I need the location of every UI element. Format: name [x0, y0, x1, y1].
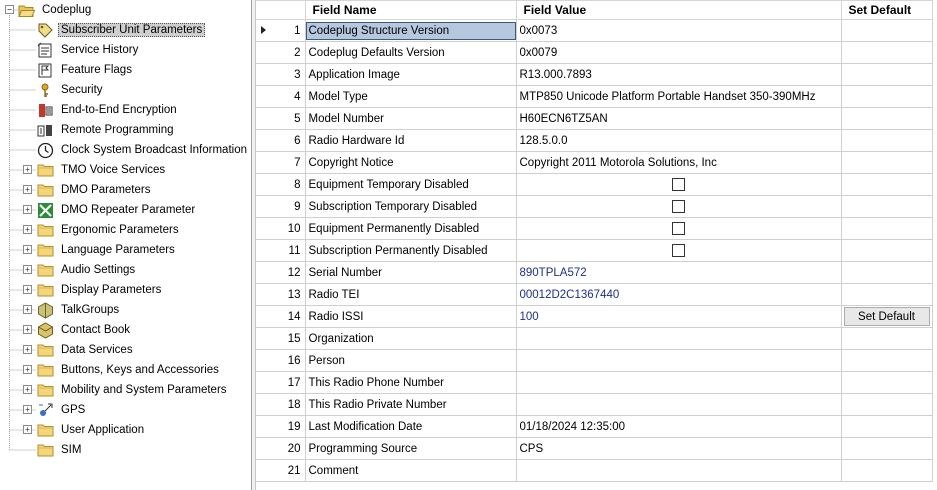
grid-row[interactable]: [256, 438, 932, 460]
set-default-cell: [841, 350, 932, 372]
row-number: 18: [287, 398, 301, 411]
field-value-cell[interactable]: [516, 64, 841, 86]
field-value-cell[interactable]: [516, 284, 841, 306]
grid-header-row: [256, 1, 932, 20]
contact-book-icon: [37, 322, 54, 339]
history-icon: [37, 42, 54, 59]
tree-item-label: Security: [61, 84, 103, 96]
grid-row[interactable]: [256, 196, 932, 218]
set-default-cell: [841, 20, 932, 42]
tree-item-label: Display Parameters: [61, 284, 162, 296]
tree-expand-toggle[interactable]: +: [23, 305, 32, 314]
set-default-cell: [841, 262, 932, 284]
set-default-cell: [841, 306, 932, 328]
row-header[interactable]: [256, 394, 305, 416]
set-default-cell: [841, 416, 932, 438]
tree-item-label: SIM: [61, 444, 82, 456]
current-row-marker-icon: [261, 26, 266, 34]
field-name-cell[interactable]: [305, 64, 516, 86]
tree-expand-toggle[interactable]: +: [23, 265, 32, 274]
row-header[interactable]: [256, 196, 305, 218]
tree-root-collapse-toggle[interactable]: −: [5, 5, 14, 14]
row-number: 1: [294, 24, 301, 37]
tree-item-mobility-and-system-parameters[interactable]: [37, 380, 230, 400]
tree-item-data-services[interactable]: [37, 340, 136, 360]
row-number: 15: [287, 332, 301, 345]
row-number: 7: [294, 156, 301, 169]
row-header[interactable]: [256, 86, 305, 108]
row-number: 3: [294, 68, 301, 81]
field-name: Radio TEI: [308, 288, 360, 301]
field-name-cell[interactable]: [305, 438, 516, 460]
field-name: Comment: [308, 464, 359, 477]
row-header[interactable]: [256, 130, 305, 152]
field-value-cell[interactable]: [516, 350, 841, 372]
row-header[interactable]: [256, 372, 305, 394]
tag-icon: [37, 22, 54, 39]
field-value-cell[interactable]: [516, 20, 841, 42]
repeater-icon: [37, 202, 54, 219]
tree-expand-toggle[interactable]: +: [23, 325, 32, 334]
column-header-field-value[interactable]: Field Value: [516, 1, 841, 20]
row-number: 10: [287, 222, 301, 235]
tree-item-label: Buttons, Keys and Accessories: [61, 364, 219, 376]
field-value-cell[interactable]: [516, 262, 841, 284]
flag-icon: [37, 62, 54, 79]
field-name: Codeplug Structure Version: [306, 22, 516, 40]
folder-icon: [37, 362, 54, 379]
set-default-cell: [841, 86, 932, 108]
field-name: Codeplug Defaults Version: [308, 46, 445, 59]
folder-icon: [37, 242, 54, 259]
field-value-cell[interactable]: [516, 306, 841, 328]
field-name: Last Modification Date: [308, 420, 423, 433]
grid-row[interactable]: [256, 284, 932, 306]
grid-row[interactable]: [256, 86, 932, 108]
set-default-cell: [841, 240, 932, 262]
tree-item-dmo-repeater-parameter[interactable]: [37, 200, 198, 220]
field-name-cell[interactable]: [305, 152, 516, 174]
grid-row[interactable]: [256, 42, 932, 64]
field-value: 01/18/2024 12:35:00: [519, 420, 626, 433]
row-header[interactable]: [256, 416, 305, 438]
grid-row[interactable]: [256, 174, 932, 196]
field-name: Radio ISSI: [308, 310, 364, 323]
row-header[interactable]: [256, 152, 305, 174]
field-name: Person: [308, 354, 345, 367]
row-header[interactable]: [256, 438, 305, 460]
tree-item-label: TMO Voice Services: [61, 164, 166, 176]
tree-root-label: Codeplug: [42, 4, 92, 16]
clock-icon: [37, 142, 54, 159]
tree-root-codeplug[interactable]: [18, 0, 94, 20]
field-value-cell[interactable]: [516, 130, 841, 152]
field-name: Equipment Permanently Disabled: [308, 222, 480, 235]
tree-item-label: End-to-End Encryption: [61, 104, 177, 116]
field-value-cell[interactable]: [516, 438, 841, 460]
tree-expand-toggle[interactable]: +: [23, 385, 32, 394]
tree-item-label: Audio Settings: [61, 264, 136, 276]
row-number: 20: [287, 442, 301, 455]
column-header-set-default[interactable]: Set Default: [841, 1, 932, 20]
tree-item-service-history[interactable]: [37, 40, 141, 60]
tree-item-label: Remote Programming: [61, 124, 174, 136]
row-header[interactable]: [256, 108, 305, 130]
grid-row[interactable]: [256, 394, 932, 416]
tree-expand-toggle[interactable]: +: [23, 285, 32, 294]
field-name: Subscription Temporary Disabled: [308, 200, 478, 213]
tree-expand-toggle[interactable]: +: [23, 345, 32, 354]
tree-item-label: Service History: [61, 44, 139, 56]
row-number: 4: [294, 90, 301, 103]
set-default-cell: [841, 218, 932, 240]
folder-icon: [37, 262, 54, 279]
grid-row[interactable]: [256, 350, 932, 372]
field-value-checkbox[interactable]: [672, 200, 685, 213]
field-name: Subscription Permanently Disabled: [308, 244, 488, 257]
tree-item-audio-settings[interactable]: [37, 260, 138, 280]
tree-expand-toggle[interactable]: +: [23, 405, 32, 414]
tree-expand-toggle[interactable]: +: [23, 245, 32, 254]
row-number: 17: [287, 376, 301, 389]
field-name-cell[interactable]: [305, 306, 516, 328]
row-header[interactable]: [256, 306, 305, 328]
tree-item-feature-flags[interactable]: [37, 60, 135, 80]
folder-icon: [37, 342, 54, 359]
codeplug-tree: [0, 0, 251, 490]
row-number: 6: [294, 134, 301, 147]
field-name-cell[interactable]: [305, 130, 516, 152]
set-default-button[interactable]: Set Default: [844, 307, 930, 326]
row-number: 5: [294, 112, 301, 125]
field-value: 0x0079: [519, 46, 558, 59]
field-name: Model Number: [308, 112, 384, 125]
grid-row[interactable]: [256, 416, 932, 438]
set-default-cell: [841, 284, 932, 306]
tree-item-label: Ergonomic Parameters: [61, 224, 179, 236]
field-name-cell[interactable]: [305, 240, 516, 262]
tree-expand-toggle[interactable]: +: [23, 185, 32, 194]
grid-row[interactable]: [256, 328, 932, 350]
tree-item-remote-programming[interactable]: [37, 120, 176, 140]
field-name-cell[interactable]: [305, 328, 516, 350]
tree-item-sim[interactable]: [37, 440, 84, 460]
row-number: 21: [287, 464, 301, 477]
row-header[interactable]: [256, 284, 305, 306]
field-name-cell[interactable]: [305, 196, 516, 218]
grid-row[interactable]: [256, 152, 932, 174]
field-value-cell[interactable]: [516, 86, 841, 108]
grid-row[interactable]: [256, 372, 932, 394]
row-header[interactable]: [256, 218, 305, 240]
row-number: 8: [294, 178, 301, 191]
field-value: 0x0073: [519, 24, 558, 37]
field-name-cell[interactable]: [305, 42, 516, 64]
field-name-cell[interactable]: [305, 174, 516, 196]
folder-icon: [37, 182, 54, 199]
tree-expand-toggle[interactable]: +: [23, 425, 32, 434]
field-name-cell[interactable]: [305, 416, 516, 438]
field-name: This Radio Phone Number: [308, 376, 445, 389]
set-default-cell: [841, 460, 932, 482]
field-value-cell[interactable]: [516, 108, 841, 130]
tree-item-label: Feature Flags: [61, 64, 132, 76]
tree-item-talkgroups[interactable]: [37, 300, 122, 320]
field-value: MTP850 Unicode Platform Portable Handset 350-390MHz: [519, 90, 816, 103]
grid-corner-cell: [256, 1, 305, 20]
row-number: 13: [287, 288, 301, 301]
tree-item-security[interactable]: [37, 80, 106, 100]
field-value-cell[interactable]: [516, 196, 841, 218]
field-name: Radio Hardware Id: [308, 134, 405, 147]
tree-item-dmo-parameters[interactable]: [37, 180, 153, 200]
field-value-checkbox[interactable]: [672, 244, 685, 257]
tree-expand-toggle[interactable]: +: [23, 225, 32, 234]
folder-icon: [37, 422, 54, 439]
field-name: Equipment Temporary Disabled: [308, 178, 469, 191]
set-default-cell: [841, 394, 932, 416]
parameters-grid: [256, 0, 937, 490]
folder-open-icon: [18, 2, 35, 19]
tree-item-clock-system-broadcast-information[interactable]: [37, 140, 250, 160]
tree-item-label: TalkGroups: [61, 304, 120, 316]
field-value-cell[interactable]: [516, 460, 841, 482]
field-value: Copyright 2011 Motorola Solutions, Inc: [519, 156, 717, 169]
field-name: This Radio Private Number: [308, 398, 447, 411]
grid-row[interactable]: [256, 460, 932, 482]
tree-item-tmo-voice-services[interactable]: [37, 160, 168, 180]
tree-item-buttons-keys-and-accessories[interactable]: [37, 360, 222, 380]
row-number: 9: [294, 200, 301, 213]
row-header[interactable]: [256, 460, 305, 482]
field-value-cell[interactable]: [516, 328, 841, 350]
tree-item-label: Language Parameters: [61, 244, 175, 256]
field-name: Copyright Notice: [308, 156, 394, 169]
field-name: Application Image: [308, 68, 400, 81]
field-value: 100: [519, 310, 539, 323]
row-header[interactable]: [256, 174, 305, 196]
tree-item-user-application[interactable]: [37, 420, 147, 440]
grid-row[interactable]: [256, 64, 932, 86]
tree-item-display-parameters[interactable]: [37, 280, 164, 300]
field-value-cell[interactable]: [516, 416, 841, 438]
set-default-cell: [841, 42, 932, 64]
set-default-cell: [841, 438, 932, 460]
set-default-cell: [841, 174, 932, 196]
folder-icon: [37, 382, 54, 399]
tree-item-label: Subscriber Unit Parameters: [58, 23, 205, 37]
gps-icon: [37, 402, 54, 419]
field-value-cell[interactable]: [516, 372, 841, 394]
remote-programming-icon: [37, 122, 54, 139]
field-value-cell[interactable]: [516, 394, 841, 416]
row-number: 2: [294, 46, 301, 59]
field-name-cell[interactable]: [305, 460, 516, 482]
grid-row[interactable]: [256, 20, 932, 42]
folder-icon: [37, 222, 54, 239]
row-header[interactable]: [256, 20, 305, 42]
tree-item-label: Clock System Broadcast Information: [61, 144, 247, 156]
tree-expand-toggle[interactable]: +: [23, 365, 32, 374]
set-default-cell: [841, 152, 932, 174]
tree-item-subscriber-unit-parameters[interactable]: [37, 20, 205, 40]
field-value: 00012D2C1367440: [519, 288, 620, 301]
tree-item-end-to-end-encryption[interactable]: [37, 100, 180, 120]
set-default-cell: [841, 130, 932, 152]
tree-item-label: DMO Parameters: [61, 184, 151, 196]
key-icon: [37, 82, 54, 99]
set-default-cell: [841, 372, 932, 394]
row-header[interactable]: [256, 262, 305, 284]
tree-item-contact-book[interactable]: [37, 320, 133, 340]
field-name-cell[interactable]: [305, 350, 516, 372]
field-value-checkbox[interactable]: [672, 178, 685, 191]
tree-item-label: Mobility and System Parameters: [61, 384, 227, 396]
field-name-cell[interactable]: [305, 20, 516, 42]
field-value: CPS: [519, 442, 544, 455]
grid-row[interactable]: [256, 306, 932, 328]
set-default-cell: [841, 64, 932, 86]
field-value-checkbox[interactable]: [672, 222, 685, 235]
grid-row[interactable]: [256, 218, 932, 240]
field-value: R13.000.7893: [519, 68, 592, 81]
field-value: 128.5.0.0: [519, 134, 568, 147]
field-name-cell[interactable]: [305, 108, 516, 130]
field-name: Programming Source: [308, 442, 418, 455]
row-number: 16: [287, 354, 301, 367]
field-value-cell[interactable]: [516, 218, 841, 240]
tree-item-label: Data Services: [61, 344, 133, 356]
row-header[interactable]: [256, 42, 305, 64]
field-name-cell[interactable]: [305, 262, 516, 284]
row-number: 12: [287, 266, 301, 279]
tree-item-label: Contact Book: [61, 324, 131, 336]
tree-item-label: User Application: [61, 424, 145, 436]
tree-item-label: DMO Repeater Parameter: [61, 204, 196, 216]
tree-item-language-parameters[interactable]: [37, 240, 178, 260]
row-header[interactable]: [256, 64, 305, 86]
row-header[interactable]: [256, 350, 305, 372]
field-value: 890TPLA572: [519, 266, 587, 279]
tree-expand-toggle[interactable]: +: [23, 205, 32, 214]
column-header-field-name[interactable]: Field Name: [305, 1, 516, 20]
tree-item-label: GPS: [61, 404, 86, 416]
set-default-cell: [841, 196, 932, 218]
row-number: 11: [288, 244, 301, 257]
field-name-cell[interactable]: [305, 372, 516, 394]
row-header[interactable]: [256, 328, 305, 350]
set-default-cell: [841, 108, 932, 130]
row-header[interactable]: [256, 240, 305, 262]
grid-row[interactable]: [256, 240, 932, 262]
grid-row[interactable]: [256, 130, 932, 152]
field-name: Model Type: [308, 90, 368, 103]
field-name-cell[interactable]: [305, 218, 516, 240]
folder-icon: [37, 282, 54, 299]
field-value-cell[interactable]: [516, 240, 841, 262]
tree-item-gps[interactable]: [37, 400, 88, 420]
row-number: 14: [287, 310, 301, 323]
field-name-cell[interactable]: [305, 86, 516, 108]
encryption-icon: [37, 102, 54, 119]
field-name: Organization: [308, 332, 374, 345]
field-value-cell[interactable]: [516, 174, 841, 196]
talkgroups-icon: [37, 302, 54, 319]
row-number: 19: [287, 420, 301, 433]
field-name-cell[interactable]: [305, 284, 516, 306]
field-value: H60ECN6TZ5AN: [519, 112, 608, 125]
grid-row[interactable]: [256, 262, 932, 284]
field-name-cell[interactable]: [305, 394, 516, 416]
folder-icon: [37, 442, 54, 459]
field-value-cell[interactable]: [516, 42, 841, 64]
tree-item-ergonomic-parameters[interactable]: [37, 220, 182, 240]
tree-expand-toggle[interactable]: +: [23, 165, 32, 174]
set-default-cell: [841, 328, 932, 350]
grid-row[interactable]: [256, 108, 932, 130]
folder-icon: [37, 162, 54, 179]
field-value-cell[interactable]: [516, 152, 841, 174]
field-name: Serial Number: [308, 266, 382, 279]
